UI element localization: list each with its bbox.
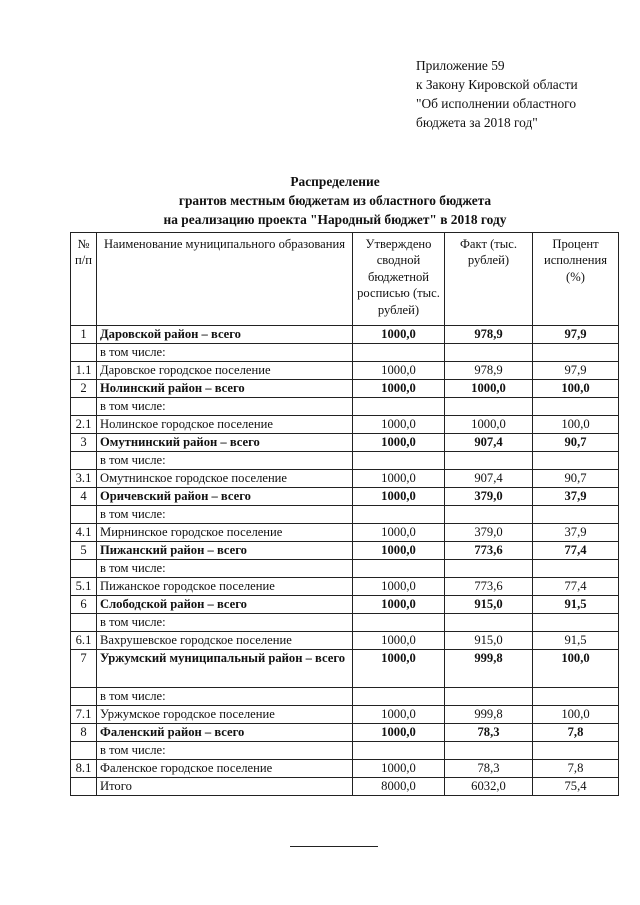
cell-approved	[353, 614, 445, 632]
cell-name: Пижанский район – всего	[97, 542, 353, 560]
header-percent: Процент исполнения (%)	[533, 233, 619, 326]
cell-fact: 78,3	[445, 760, 533, 778]
cell-name: в том числе:	[97, 344, 353, 362]
cell-name: в том числе:	[97, 742, 353, 760]
appendix-note	[416, 56, 578, 132]
cell-num: 3.1	[71, 470, 97, 488]
table-row	[71, 542, 619, 560]
cell-fact: 379,0	[445, 524, 533, 542]
table-row	[71, 506, 619, 524]
table-row	[71, 434, 619, 452]
cell-percent: 77,4	[533, 578, 619, 596]
cell-approved: 1000,0	[353, 724, 445, 742]
cell-fact: 1000,0	[445, 380, 533, 398]
cell-name: Итого	[97, 778, 353, 796]
cell-fact: 978,9	[445, 362, 533, 380]
cell-approved: 1000,0	[353, 362, 445, 380]
table-row	[71, 706, 619, 724]
header-approved: Утверждено сводной бюджетной росписью (тыс. рублей)	[353, 233, 445, 326]
cell-fact: 6032,0	[445, 778, 533, 796]
cell-num: 6	[71, 596, 97, 614]
cell-num	[71, 506, 97, 524]
bottom-rule	[290, 846, 378, 847]
cell-percent: 90,7	[533, 470, 619, 488]
cell-fact: 907,4	[445, 470, 533, 488]
cell-approved: 1000,0	[353, 470, 445, 488]
cell-percent	[533, 452, 619, 470]
cell-fact	[445, 344, 533, 362]
cell-name: Слободской район – всего	[97, 596, 353, 614]
table-row	[71, 596, 619, 614]
cell-name: Уржумский муниципальный район – всего	[97, 650, 353, 688]
cell-percent: 7,8	[533, 724, 619, 742]
cell-percent: 100,0	[533, 416, 619, 434]
cell-num: 6.1	[71, 632, 97, 650]
table-row	[71, 452, 619, 470]
table-body	[71, 326, 619, 796]
table-header-row	[71, 233, 619, 326]
cell-percent: 97,9	[533, 362, 619, 380]
cell-percent: 97,9	[533, 326, 619, 344]
cell-percent	[533, 398, 619, 416]
cell-fact: 773,6	[445, 542, 533, 560]
cell-num	[71, 742, 97, 760]
cell-approved: 1000,0	[353, 434, 445, 452]
cell-percent: 37,9	[533, 524, 619, 542]
cell-name: в том числе:	[97, 398, 353, 416]
table-row	[71, 344, 619, 362]
cell-name: Даровское городское поселение	[97, 362, 353, 380]
cell-fact	[445, 398, 533, 416]
cell-name: Нолинский район – всего	[97, 380, 353, 398]
cell-percent	[533, 344, 619, 362]
header-num: № п/п	[71, 233, 97, 326]
table-row	[71, 760, 619, 778]
table-row	[71, 488, 619, 506]
cell-fact: 1000,0	[445, 416, 533, 434]
cell-percent	[533, 506, 619, 524]
cell-num: 4	[71, 488, 97, 506]
cell-name: Уржумское городское поселение	[97, 706, 353, 724]
table-row	[71, 524, 619, 542]
table-row	[71, 578, 619, 596]
cell-percent: 91,5	[533, 596, 619, 614]
cell-num	[71, 452, 97, 470]
cell-percent: 90,7	[533, 434, 619, 452]
grants-table	[70, 232, 619, 796]
cell-percent	[533, 614, 619, 632]
cell-percent	[533, 560, 619, 578]
table-row	[71, 362, 619, 380]
cell-approved: 1000,0	[353, 524, 445, 542]
cell-fact: 379,0	[445, 488, 533, 506]
cell-num: 2	[71, 380, 97, 398]
appendix-line-3: "Об исполнении областного	[416, 96, 577, 111]
cell-num	[71, 688, 97, 706]
cell-approved	[353, 688, 445, 706]
table-row	[71, 650, 619, 688]
cell-approved: 1000,0	[353, 488, 445, 506]
title-line-1: Распределение	[290, 174, 380, 189]
cell-fact: 915,0	[445, 596, 533, 614]
cell-num	[71, 398, 97, 416]
cell-fact	[445, 506, 533, 524]
cell-num: 8.1	[71, 760, 97, 778]
cell-name: в том числе:	[97, 560, 353, 578]
cell-fact: 907,4	[445, 434, 533, 452]
cell-num: 5	[71, 542, 97, 560]
cell-approved	[353, 344, 445, 362]
cell-fact	[445, 452, 533, 470]
cell-approved: 1000,0	[353, 632, 445, 650]
cell-approved: 1000,0	[353, 596, 445, 614]
table-row	[71, 326, 619, 344]
cell-percent: 100,0	[533, 650, 619, 688]
cell-fact	[445, 688, 533, 706]
header-fact: Факт (тыс. рублей)	[445, 233, 533, 326]
cell-num: 1	[71, 326, 97, 344]
cell-name: в том числе:	[97, 614, 353, 632]
cell-fact	[445, 742, 533, 760]
cell-fact	[445, 560, 533, 578]
cell-name: в том числе:	[97, 452, 353, 470]
appendix-line-4: бюджета за 2018 год"	[416, 115, 538, 130]
cell-name: Вахрушевское городское поселение	[97, 632, 353, 650]
cell-name: Мирнинское городское поселение	[97, 524, 353, 542]
cell-approved	[353, 398, 445, 416]
cell-name: Нолинское городское поселение	[97, 416, 353, 434]
cell-name: Даровской район – всего	[97, 326, 353, 344]
cell-percent: 91,5	[533, 632, 619, 650]
cell-fact: 999,8	[445, 706, 533, 724]
table-row	[71, 688, 619, 706]
cell-name: Омутнинское городское поселение	[97, 470, 353, 488]
cell-approved: 1000,0	[353, 760, 445, 778]
cell-num: 5.1	[71, 578, 97, 596]
table-row	[71, 416, 619, 434]
cell-num	[71, 344, 97, 362]
cell-name: в том числе:	[97, 688, 353, 706]
cell-num: 1.1	[71, 362, 97, 380]
cell-fact	[445, 614, 533, 632]
cell-percent: 100,0	[533, 706, 619, 724]
title-line-2: грантов местным бюджетам из областного бюджета	[178, 193, 492, 208]
cell-name: Омутнинский район – всего	[97, 434, 353, 452]
table-row	[71, 724, 619, 742]
title-line-3: на реализацию проекта "Народный бюджет" в 2018 году	[163, 212, 507, 227]
cell-num: 4.1	[71, 524, 97, 542]
cell-percent: 75,4	[533, 778, 619, 796]
cell-fact: 978,9	[445, 326, 533, 344]
cell-approved: 1000,0	[353, 578, 445, 596]
cell-num	[71, 614, 97, 632]
table-row	[71, 742, 619, 760]
table-row	[71, 632, 619, 650]
table-total-row	[71, 778, 619, 796]
cell-approved: 1000,0	[353, 650, 445, 688]
appendix-line-2: к Закону Кировской области	[416, 77, 578, 92]
table-row	[71, 470, 619, 488]
cell-name: Пижанское городское поселение	[97, 578, 353, 596]
cell-num: 7.1	[71, 706, 97, 724]
document-title	[70, 172, 600, 229]
cell-approved: 1000,0	[353, 706, 445, 724]
cell-percent: 77,4	[533, 542, 619, 560]
cell-approved: 1000,0	[353, 380, 445, 398]
cell-percent: 37,9	[533, 488, 619, 506]
cell-num	[71, 778, 97, 796]
cell-fact: 78,3	[445, 724, 533, 742]
cell-approved	[353, 452, 445, 470]
cell-fact: 915,0	[445, 632, 533, 650]
cell-percent: 100,0	[533, 380, 619, 398]
cell-percent: 7,8	[533, 760, 619, 778]
cell-approved: 1000,0	[353, 326, 445, 344]
cell-num	[71, 560, 97, 578]
cell-name: в том числе:	[97, 506, 353, 524]
cell-approved	[353, 560, 445, 578]
cell-approved: 1000,0	[353, 542, 445, 560]
cell-approved	[353, 506, 445, 524]
table-row	[71, 380, 619, 398]
header-name: Наименование муниципального образования	[97, 233, 353, 326]
table-row	[71, 398, 619, 416]
cell-fact: 773,6	[445, 578, 533, 596]
appendix-line-1: Приложение 59	[416, 58, 505, 73]
table-row	[71, 560, 619, 578]
cell-name: Оричевский район – всего	[97, 488, 353, 506]
cell-num: 8	[71, 724, 97, 742]
cell-name: Фаленский район – всего	[97, 724, 353, 742]
cell-percent	[533, 688, 619, 706]
cell-percent	[533, 742, 619, 760]
cell-approved: 1000,0	[353, 416, 445, 434]
cell-fact: 999,8	[445, 650, 533, 688]
cell-name: Фаленское городское поселение	[97, 760, 353, 778]
cell-num: 7	[71, 650, 97, 688]
cell-num: 2.1	[71, 416, 97, 434]
table-row	[71, 614, 619, 632]
cell-approved: 8000,0	[353, 778, 445, 796]
cell-approved	[353, 742, 445, 760]
cell-num: 3	[71, 434, 97, 452]
